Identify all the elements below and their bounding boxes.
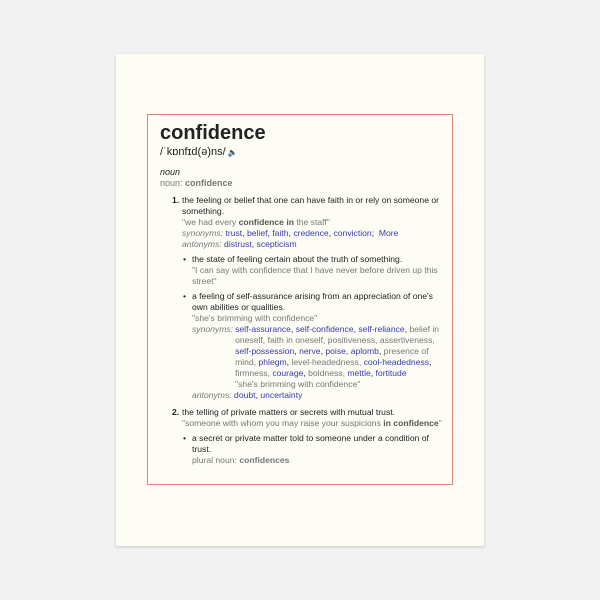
synonym-link[interactable]: conviction: [333, 228, 372, 238]
sense-number: 2.: [172, 407, 180, 417]
dictionary-card: [147, 114, 453, 485]
synonym-link[interactable]: belief: [246, 228, 268, 238]
headword: confidence: [160, 122, 266, 144]
synonym-text: level-headedness,: [291, 357, 362, 367]
synonym-link[interactable]: poise: [325, 346, 346, 356]
synonym-link[interactable]: self-assurance: [235, 324, 291, 334]
antonym-link[interactable]: distrust: [224, 239, 252, 249]
antonyms-label: antonyms:: [182, 239, 222, 249]
antonym-link[interactable]: doubt: [234, 390, 256, 400]
antonyms-line: antonyms: distrust, scepticism: [182, 239, 297, 249]
synonyms-label: synonyms:: [192, 324, 234, 334]
subsense-definition: a feeling of self-assurance arising from an appreciation of one's own abilities or qualities.: [192, 291, 433, 312]
bullet-icon: •: [183, 433, 187, 443]
noun-form: confidence: [185, 178, 233, 188]
bullet-icon: •: [183, 254, 187, 264]
sense-definition: the feeling or belief that one can have faith in or rely on someone or something.: [182, 195, 440, 216]
synonym-example: "she's brimming with confidence": [235, 379, 361, 389]
antonym-link[interactable]: scepticism: [256, 239, 297, 249]
synonym-text: belief in oneself, faith in oneself, positiveness, assertiveness,: [235, 324, 440, 345]
more-synonyms-link[interactable]: More: [378, 228, 399, 238]
synonym-link[interactable]: self-reliance: [358, 324, 405, 334]
synonym-text: presence of mind,: [235, 346, 429, 367]
synonym-link[interactable]: credence: [293, 228, 329, 238]
usage-example: "we had every confidence in the staff": [182, 217, 330, 227]
sense-definition: the telling of private matters or secrets with mutual trust.: [182, 407, 396, 417]
synonym-text: boldness,: [308, 368, 345, 378]
antonyms-label: antonyms:: [192, 390, 232, 400]
synonym-link[interactable]: nerve: [299, 346, 321, 356]
sense-2: [160, 407, 446, 466]
plural-noun-label: plural noun:: [192, 455, 237, 465]
bullet-icon: •: [183, 291, 187, 301]
pronunciation: [160, 146, 446, 158]
synonym-link[interactable]: faith: [272, 228, 289, 238]
pronunciation-text: /ˈkɒnfɪd(ə)ns/: [160, 146, 226, 158]
usage-example: "someone with whom you may raise your suspicions in confidence": [182, 418, 442, 428]
subsense: [182, 291, 446, 401]
synonym-link[interactable]: trust: [225, 228, 243, 238]
subsense: [182, 433, 446, 466]
subsense: [182, 254, 446, 287]
noun-label: noun:: [160, 178, 183, 188]
synonym-text: firmness,: [235, 368, 270, 378]
plural-noun-line: [192, 455, 446, 466]
subsense-definition: a secret or private matter told to someone under a condition of trust.: [192, 433, 429, 454]
synonym-link[interactable]: aplomb: [350, 346, 379, 356]
antonym-link[interactable]: uncertainty: [260, 390, 303, 400]
usage-example: "I can say with confidence that I have never before driven up this street": [192, 265, 438, 286]
usage-example: "she's brimming with confidence": [192, 313, 318, 323]
synonym-link[interactable]: fortitude: [375, 368, 407, 378]
antonyms-line: antonyms: doubt, uncertainty: [192, 390, 303, 400]
speaker-icon[interactable]: 🔈: [227, 147, 238, 157]
synonym-link[interactable]: self-confidence: [295, 324, 354, 334]
synonym-link[interactable]: self-possession: [235, 346, 295, 356]
part-of-speech: noun: [160, 167, 181, 177]
synonyms-line: synonyms: trust, belief, faith, credence, conviction; More: [182, 228, 399, 238]
synonym-link[interactable]: cool-headedness: [363, 357, 430, 367]
subsense-definition: the state of feeling certain about the truth of something.: [192, 254, 403, 264]
synonym-link[interactable]: mettle: [347, 368, 371, 378]
synonyms-label: synonyms:: [182, 228, 224, 238]
sense-number: 1.: [172, 195, 180, 205]
synonyms-block: synonyms: self-assurance, self-confidence, self-reliance, belief in oneself, faith in oneself, positiveness, assertiveness, self-possession, nerve, poise, aplomb, presence of mind, phlegm, level-headedness, cool-headedness, firmness, courage, boldness, mettle, fortitude "she's brimming with confidence": [192, 324, 446, 390]
noun-form-line: [160, 178, 446, 189]
plural-form: confidences: [239, 455, 290, 465]
synonym-link[interactable]: phlegm: [258, 357, 287, 367]
sense-1: [160, 195, 446, 401]
synonym-link[interactable]: courage: [272, 368, 304, 378]
